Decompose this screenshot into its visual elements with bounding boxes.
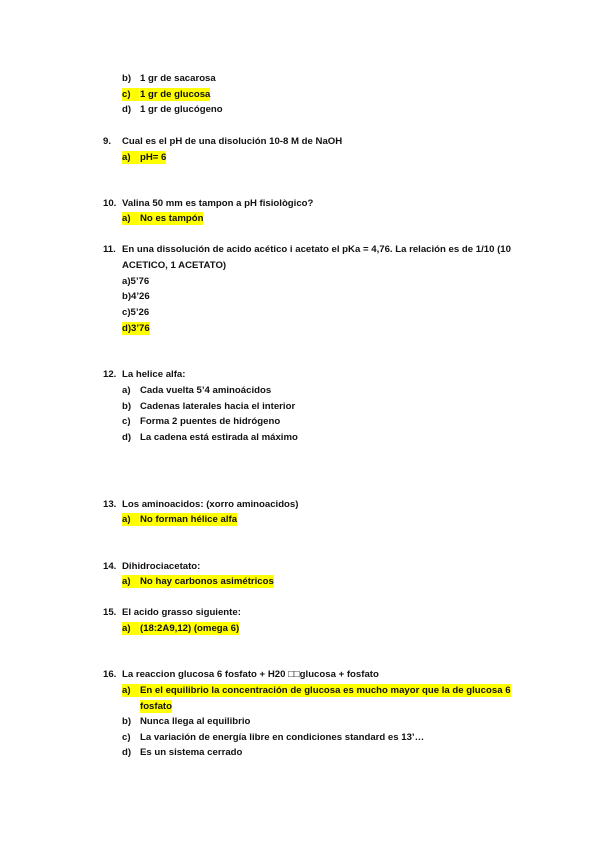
question-number: 11. <box>103 244 116 255</box>
option-text: 1 gr de sacarosa <box>140 73 216 84</box>
option-label: b) <box>122 716 132 727</box>
option-label: c) <box>122 732 131 743</box>
option-text: pH= 6 <box>140 152 167 163</box>
option-label: c) <box>122 416 131 427</box>
option-text: Forma 2 puentes de hidrógeno <box>140 416 281 427</box>
question-text: Dihidrociacetato: <box>122 561 201 572</box>
option-label: a) <box>122 575 139 588</box>
option-text: b)4’26 <box>122 291 150 302</box>
option-label: a) <box>122 622 139 635</box>
question-number: 16. <box>103 669 117 680</box>
option-text: Cadenas laterales hacia el interior <box>140 401 296 412</box>
option-label: a) <box>122 212 139 225</box>
question-text: La reaccion glucosa 6 fosfato + H20 □□glucosa + fosfato <box>122 669 379 680</box>
option-text: La variación de energía libre en condiciones standard es 13’… <box>140 732 425 743</box>
question-text: En una dissolución de acido acético i acetato el pKa = 4,76. La relación es de 1/10 (10 <box>122 244 511 255</box>
option-text: fosfato <box>140 701 172 712</box>
option-text: Nunca llega al equilibrio <box>140 716 251 727</box>
option-text: No es tampón <box>140 213 204 224</box>
option-label: d) <box>122 104 132 115</box>
question-text: ACETICO, 1 ACETATO) <box>122 260 227 271</box>
option-label: b) <box>122 401 132 412</box>
option-text: La cadena está estirada al máximo <box>140 432 298 443</box>
question-number: 10. <box>103 198 117 209</box>
option-text: a)5’76 <box>122 276 150 287</box>
question-number: 9. <box>103 136 112 147</box>
option-label: a) <box>122 684 139 697</box>
question-number: 12. <box>103 369 117 380</box>
question-number: 15. <box>103 607 117 618</box>
option-text: 1 gr de glucosa <box>140 89 211 100</box>
option-label: d) <box>122 432 132 443</box>
question-number: 13. <box>103 499 117 510</box>
option-text: No forman hélice alfa <box>140 514 238 525</box>
option-label: a) <box>122 513 139 526</box>
option-text: 1 gr de glucógeno <box>140 104 223 115</box>
option-text: (18:2A9,12) (omega 6) <box>140 623 240 634</box>
option-text: Es un sistema cerrado <box>140 747 243 758</box>
option-text: Cada vuelta 5’4 aminoácidos <box>140 385 272 396</box>
option-label: d) <box>122 747 132 758</box>
question-text: La helice alfa: <box>122 369 186 380</box>
option-text: d)3’76 <box>122 323 150 334</box>
question-text: El acido grasso siguiente: <box>122 607 241 618</box>
option-text: No hay carbonos asimétricos <box>140 576 274 587</box>
question-number: 14. <box>103 561 117 572</box>
question-text: Los aminoacidos: (xorro aminoacidos) <box>122 499 299 510</box>
option-text: En el equilibrio la concentración de glucosa es mucho mayor que la de glucosa 6 <box>140 685 511 696</box>
question-text: Cual es el pH de una disolución 10-8 M de NaOH <box>122 136 343 147</box>
option-label: c) <box>122 88 139 101</box>
question-text: Valina 50 mm es tampon a pH fisiològico? <box>122 198 314 209</box>
option-label: a) <box>122 151 139 164</box>
option-text: c)5’26 <box>122 307 150 318</box>
option-label: a) <box>122 385 131 396</box>
option-label: b) <box>122 73 132 84</box>
